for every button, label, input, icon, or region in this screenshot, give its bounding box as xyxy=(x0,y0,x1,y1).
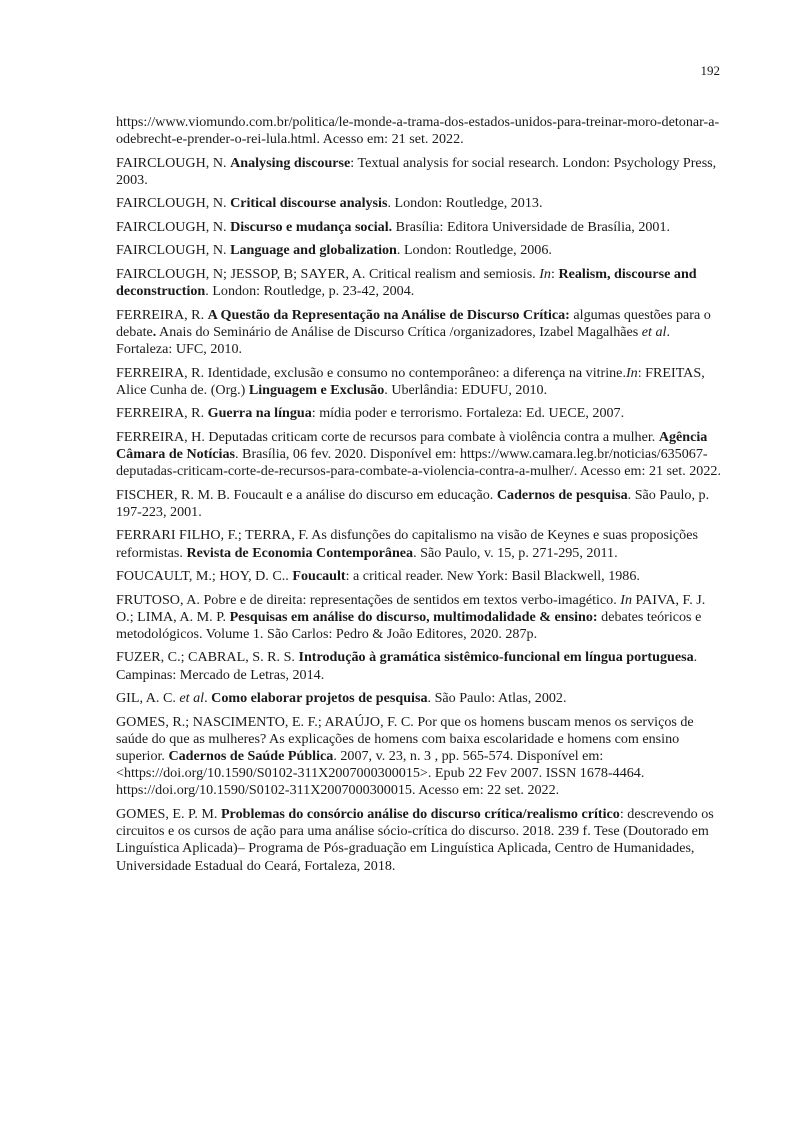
reference-entry xyxy=(116,592,726,644)
reference-text: algumas questões para o debate xyxy=(116,306,711,340)
reference-title: Cadernos de pesquisa xyxy=(496,486,628,503)
reference-emphasis: In xyxy=(539,265,551,282)
reference-text: : a critical reader. New York: Basil Blackwell, 1986. xyxy=(345,568,640,585)
reference-text: . 2007, v. 23, n. 3 , pp. 565-574. Disponível em: <https://doi.org/10.1590/S0102-311X2007000300015>. Epub 22 Fev 2007. ISSN 1678-4464. https://doi.org/10.1590/S0102-311X2007000300015. Acesso em: 22 set. 2022. xyxy=(116,748,645,799)
reference-text: . Uberlândia: EDUFU, 2010. xyxy=(384,381,548,398)
reference-entry xyxy=(116,568,726,585)
reference-title: Pesquisas em análise do discurso, multimodalidade & ensino: xyxy=(229,608,598,625)
reference-entry xyxy=(116,242,726,259)
reference-text: . London: Routledge, p. 23-42, 2004. xyxy=(205,283,415,300)
reference-title: Critical discourse analysis xyxy=(230,195,388,212)
reference-text: GOMES, E. P. M. xyxy=(116,805,221,822)
reference-title: Foucault xyxy=(292,568,346,585)
reference-text: GIL, A. C. xyxy=(116,690,180,707)
reference-entry xyxy=(116,690,726,707)
page-number: 192 xyxy=(700,63,720,78)
reference-text: PAIVA, F. J. O.; LIMA, A. M. P. xyxy=(116,591,706,625)
reference-text: FERREIRA, H. Deputadas criticam corte de recursos para combate à violência contra a mulher. xyxy=(116,428,659,445)
reference-text: . São Paulo, p. 197-223, 2001. xyxy=(116,486,710,520)
reference-title: Analysing discourse xyxy=(230,154,351,171)
reference-entry xyxy=(116,155,726,189)
reference-text: FAIRCLOUGH, N. xyxy=(116,218,231,235)
reference-text: Brasília: Editora Universidade de Brasília, 2001. xyxy=(392,218,671,235)
reference-title: Linguagem e Exclusão xyxy=(248,381,385,398)
reference-entry xyxy=(116,487,726,521)
reference-title: Como elaborar projetos de pesquisa xyxy=(211,690,428,707)
reference-text: . xyxy=(204,690,212,707)
reference-text: FAIRCLOUGH, N. xyxy=(116,154,231,171)
reference-entry xyxy=(116,405,726,422)
reference-text: . Brasília, 06 fev. 2020. Disponível em: https://www.camara.leg.br/noticias/635067-deputadas-criticam-corte-de-recursos-para-combate-a-violencia-contra-a-mulher/. Acesso em: 21 set. 2022. xyxy=(116,445,721,480)
reference-emphasis: In xyxy=(620,591,633,608)
reference-text: : descrevendo os circuitos e os cursos de ação para uma análise sócio-crítica do discurso. 2018. 239 f. Tese (Doutorado em Linguística Aplicada)– Programa de Pós-graduação em Linguística Aplicada, Centro de Humanidades, Universidade Estadual do Ceará, Fortaleza, 2018. xyxy=(116,805,714,874)
reference-text: debates teóricos e metodológicos. Volume 1. São Carlos: Pedro & João Editores, 2020. 287p. xyxy=(116,608,702,642)
reference-title: Discurso e mudança social. xyxy=(230,218,393,235)
reference-entry xyxy=(116,527,726,561)
reference-text: FAIRCLOUGH, N. xyxy=(116,195,231,212)
reference-entry xyxy=(116,429,726,481)
reference-text: FERREIRA, R. xyxy=(116,405,208,422)
reference-text: FRUTOSO, A. Pobre e de direita: representações de sentidos em textos verbo-imagético. xyxy=(116,591,621,608)
reference-entry xyxy=(116,266,726,300)
reference-text: FAIRCLOUGH, N. xyxy=(116,242,231,259)
reference-text: FERRARI FILHO, F.; TERRA, F. As disfunções do capitalismo na visão de Keynes e suas proposições reformistas. xyxy=(116,527,698,561)
reference-text: : FREITAS, Alice Cunha de. (Org.) xyxy=(116,364,705,398)
reference-text: FISCHER, R. M. B. Foucault e a análise do discurso em educação. xyxy=(116,486,497,503)
reference-text: Anais do Seminário de Análise de Discurso Crítica /organizadores, Izabel Magalhães xyxy=(156,323,642,340)
reference-text: : Textual analysis for social research. London: Psychology Press, 2003. xyxy=(116,154,717,188)
reference-text: FERREIRA, R. Identidade, exclusão e consumo no contemporâneo: a diferença na vitrine. xyxy=(116,364,626,381)
reference-entry xyxy=(116,714,726,800)
reference-title: Cadernos de Saúde Pública xyxy=(168,748,334,765)
reference-entry xyxy=(116,649,726,683)
reference-title: Realism, discourse and deconstruction xyxy=(116,265,697,300)
reference-text: . London: Routledge, 2006. xyxy=(396,242,552,259)
reference-emphasis: et al xyxy=(641,323,667,340)
reference-title: Revista de Economia Contemporânea xyxy=(186,544,414,561)
reference-text: GOMES, R.; NASCIMENTO, E. F.; ARAÚJO, F. C. Por que os homens buscam menos os serviços de saúde do que as mulheres? As explicações de homens com baixa escolaridade e homens com ensino superior. xyxy=(116,713,694,765)
reference-text: : xyxy=(550,265,559,282)
reference-text: . São Paulo: Atlas, 2002. xyxy=(427,690,567,707)
reference-entry xyxy=(116,195,726,212)
reference-title: Language and globalization xyxy=(230,242,397,259)
reference-emphasis: In xyxy=(625,364,638,381)
reference-text: FAIRCLOUGH, N; JESSOP, B; SAYER, A. Critical realism and semiosis. xyxy=(116,265,540,282)
reference-text: : mídia poder e terrorismo. Fortaleza: Ed. UECE, 2007. xyxy=(311,405,625,422)
reference-title: A Questão da Representação na Análise de Discurso Crítica: xyxy=(207,306,570,323)
reference-entry xyxy=(116,365,726,399)
reference-text: . Fortaleza: UFC, 2010. xyxy=(116,323,670,358)
reference-text: . Campinas: Mercado de Letras, 2014. xyxy=(116,649,698,683)
reference-text: https://www.viomundo.com.br/politica/le-monde-a-trama-dos-estados-unidos-para-treinar-moro-detonar-a-odebrecht-e-prender-o-rei-lula.html. Acesso em: 21 set. 2022. xyxy=(116,114,720,148)
reference-emphasis: et al xyxy=(179,690,205,707)
reference-entry xyxy=(116,307,726,359)
reference-title: Introdução à gramática sistêmico-funcional em língua portuguesa xyxy=(298,649,694,666)
reference-text: FERREIRA, R. xyxy=(116,306,208,323)
reference-entry xyxy=(116,114,726,148)
reference-entry xyxy=(116,806,726,875)
reference-text: FOUCAULT, M.; HOY, D. C.. xyxy=(116,568,293,585)
reference-text: . London: Routledge, 2013. xyxy=(387,195,543,212)
reference-entry xyxy=(116,219,726,236)
reference-title: . xyxy=(152,323,157,340)
reference-title: Agência Câmara de Notícias xyxy=(116,428,708,462)
reference-title: Problemas do consórcio análise do discurso crítica/realismo crítico xyxy=(220,805,620,822)
reference-text: FUZER, C.; CABRAL, S. R. S. xyxy=(116,649,299,666)
reference-list xyxy=(116,114,726,881)
reference-text: . São Paulo, v. 15, p. 271-295, 2011. xyxy=(413,544,618,561)
reference-title: Guerra na língua xyxy=(207,405,312,422)
